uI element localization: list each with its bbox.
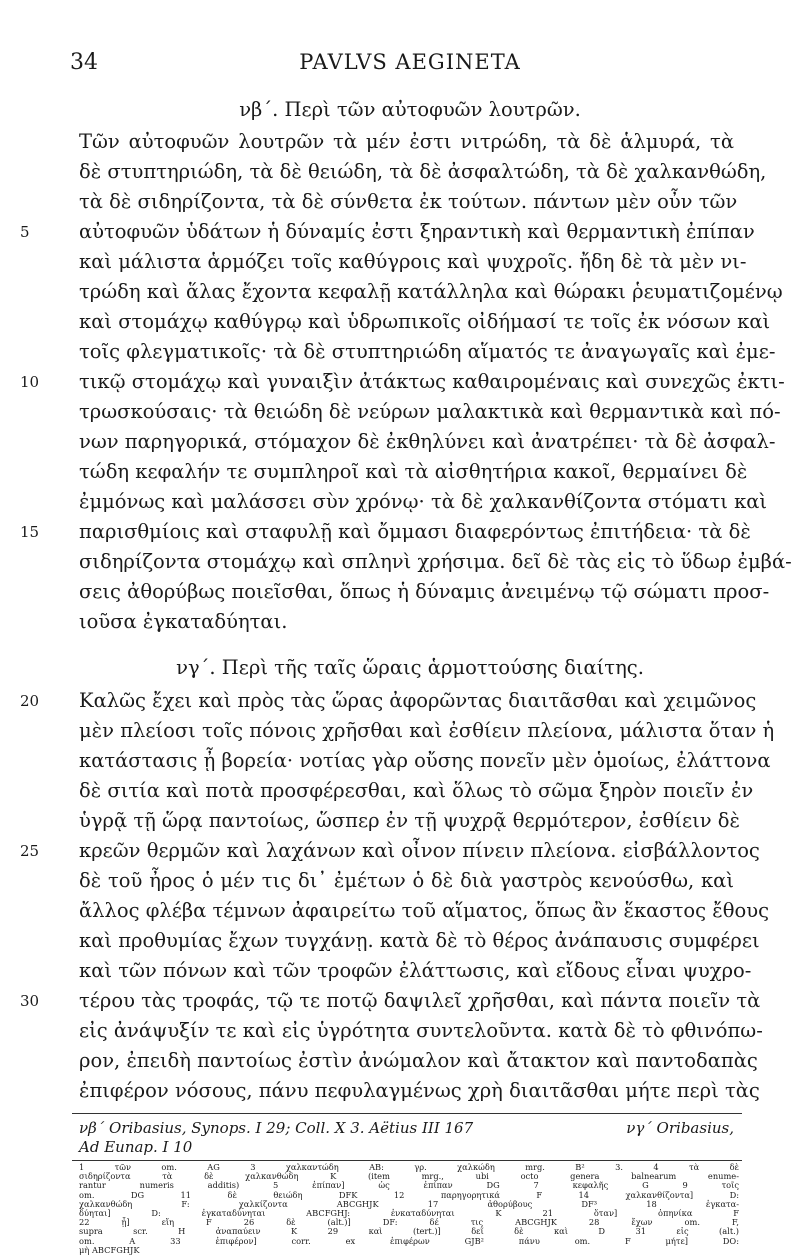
page-number: 34 — [70, 50, 98, 75]
line-number: 25 — [20, 842, 40, 860]
section-title-52: νβ΄. Περὶ τῶν αὐτοφυῶν λουτρῶν. — [239, 98, 581, 121]
text-line: καὶ προθυμίας ἔχων τυγχάνῃ. κατὰ δὲ τὸ θέρος ἀνάπαυσις συμφέρει — [79, 929, 760, 952]
text-line: ἐπιφέρον νόσους, πάνυ πεφυλαγμένως χρὴ διαιτᾶσθαι μήτε περὶ τὰς — [79, 1079, 760, 1102]
source-note-left: νβ΄ Oribasius, Synops. I 29; Coll. X 3. Aëtius III 167 — [79, 1119, 474, 1137]
text-line: καὶ τῶν πόνων καὶ τῶν τροφῶν ἐλάττωσις, καὶ εἴδους εἶναι ψυχρο- — [79, 959, 752, 982]
text-line: σεις ἀθορύβως ποιεῖσθαι, ὅπως ἡ δύναμις ἀνειμένῳ τῷ σώματι προσ- — [79, 580, 770, 603]
text-line: ρον, ἐπειδὴ παντοίως ἐστὶν ἀνώμαλον καὶ ἄτακτον καὶ παντοδαπὰς — [79, 1049, 758, 1072]
text-line: δὲ σιτία καὶ ποτὰ προσφέρεσθαι, καὶ ὅλως τὸ σῶμα ξηρὸν ποιεῖν ἐν — [79, 779, 754, 802]
line-number: 20 — [20, 692, 40, 710]
text-line: μὲν πλείοσι τοῖς πόνοις χρῆσθαι καὶ ἐσθίειν πλείονα, μάλιστα ὅταν ἡ — [79, 719, 775, 742]
text-line: τρωσκούσαις· τὰ θειώδη δὲ νεύρων μαλακτικὰ καὶ θερμαντικὰ καὶ πό- — [79, 400, 781, 423]
text-line: κρεῶν θερμῶν καὶ λαχάνων καὶ οἶνον πίνειν πλείονα. εἰσβάλλοντος — [79, 839, 760, 862]
source-notes — [79, 1118, 734, 1138]
apparatus-line: μὴ ABCFGHJK — [79, 1244, 140, 1255]
section-title-53: νγ΄. Περὶ τῆς ταῖς ὥραις ἁρμοττούσης διαίτης. — [176, 656, 644, 679]
text-line: νων παρηγορικά, στόμαχον δὲ ἐκθηλύνει καὶ ἀνατρέπει· τὰ δὲ ἀσφαλ- — [79, 430, 776, 453]
text-line: ἐμμόνως καὶ μαλάσσει σὺν χρόνῳ· τὰ δὲ χαλκανθίζοντα στόματι καὶ — [79, 490, 768, 513]
line-number: 5 — [20, 223, 30, 241]
apparatus-line: om. A 33 ἐπιφέρον] corr. ex ἐπιφέρων GJB² πάνυ om. F μήτε] DO: — [79, 1235, 739, 1246]
apparatus-line: δύηται] D: ἐγκαταδύνηται ABCFGHJ: ἐνκαταδύνηται K 21 ὅταν] ὁπηνίκα F — [79, 1208, 739, 1218]
text-line: ἄλλος φλέβα τέμνων ἀφαιρείτω τοῦ αἵματος, ὅπως ἂν ἕκαστος ἔθους — [79, 899, 769, 922]
apparatus-line: χαλκανθώδη F: χαλκίζοντα ABCGHJK 17 ἀθορύβους DF³ 18 ἐγκατα- — [79, 1198, 739, 1209]
text-line: ὑγρᾷ τῇ ὥρᾳ παντοίως, ὥσπερ ἐν τῇ ψυχρᾷ θερμότερον, ἐσθίειν δὲ — [79, 809, 740, 832]
text-line: δὲ τοῦ ἦρος ὁ μέν τις δι᾽ ἐμέτων ὁ δὲ διὰ γαστρὸς κενούσθω, καὶ — [79, 869, 734, 892]
page-header — [70, 50, 750, 80]
text-line: κατάστασις ᾖ βορεία· νοτίας γὰρ οὔσης πονεῖν μὲν ὁμοίως, ἐλάττονα — [79, 749, 771, 772]
line-number: 10 — [20, 373, 40, 391]
text-line: καὶ μάλιστα ἁρμόζει τοῖς καθύγροις καὶ ψυχροῖς. ἤδη δὲ τὰ μὲν νι- — [79, 250, 747, 273]
text-line: τώδη κεφαλήν τε συμπληροῖ καὶ τὰ αἰσθητήρια κακοῖ, θερμαίνει δὲ — [79, 460, 748, 483]
divider — [72, 1113, 742, 1114]
apparatus-line: 22 ᾖ] εἴη F 26 δὲ (alt.)] DF: δέ τις ABCGHJK 28 ἔχων om. F, — [79, 1217, 739, 1228]
apparatus-line: rantur numeris additis) 5 ἐπίπαν] ὡς ἐπίπαν DG 7 κεφαλῆς G 9 τοῖς — [79, 1180, 739, 1191]
divider — [72, 1160, 742, 1161]
running-title: PAVLVS AEGINETA — [299, 50, 521, 74]
text-line: τέρου τὰς τροφάς, τῷ τε ποτῷ δαψιλεῖ χρῆσθαι, καὶ πάντα ποιεῖν τὰ — [79, 989, 761, 1012]
text-line: καὶ στομάχῳ καθύγρῳ καὶ ὑδρωπικοῖς οἰδήμασί τε τοῖς ἐκ νόσων καὶ — [79, 310, 771, 333]
text-line: τὰ δὲ σιδηρίζοντα, τὰ δὲ σύνθετα ἐκ τούτων. πάντων μὲν οὖν τῶν — [79, 190, 738, 213]
text-line: τοῖς φλεγματικοῖς· τὰ δὲ στυπτηριώδη αἵματός τε ἀναγωγαῖς καὶ ἐμε- — [79, 340, 776, 363]
text-line: παρισθμίοις καὶ σταφυλῇ καὶ ὄμμασι διαφερόντως ἐπιτήδεια· τὰ δὲ — [79, 520, 751, 543]
text-line: δὲ στυπτηριώδη, τὰ δὲ θειώδη, τὰ δὲ ἀσφαλτώδη, τὰ δὲ χαλκανθώδη, — [79, 160, 767, 183]
text-line: τρώδη καὶ ἅλας ἔχοντα κεφαλῇ κατάλληλα καὶ θώρακι ῥευματιζομένῳ — [79, 280, 783, 303]
text-line: αὐτοφυῶν ὑδάτων ἡ δύναμίς ἐστι ξηραντικὴ καὶ θερμαντικὴ ἐπίπαν — [79, 220, 755, 243]
source-note-second: Ad Eunap. I 10 — [79, 1138, 193, 1156]
apparatus-line: om. DG 11 δὲ θειώδη DFK 12 παρηγορητικά F 14 χαλκανθίζοντα] D: — [79, 1189, 739, 1200]
text-line: τικῷ στομάχῳ καὶ γυναιξὶν ἀτάκτως καθαιρομέναις καὶ συνεχῶς ἐκτι- — [79, 370, 785, 393]
apparatus-line: σιδηρίζοντα τὰ δὲ χαλκανθώδη K (item mrg., ubi octo genera balnearum enume- — [79, 1171, 739, 1182]
text-line: Τῶν αὐτοφυῶν λουτρῶν τὰ μέν ἐστι νιτρώδη, τὰ δὲ ἁλμυρά, τὰ — [79, 130, 734, 153]
text-line: εἰς ἀνάψυξίν τε καὶ εἰς ὑγρότητα συντελοῦντα. κατὰ δὲ τὸ φθινόπω- — [79, 1019, 763, 1042]
text-line: Καλῶς ἔχει καὶ πρὸς τὰς ὥρας ἀφορῶντας διαιτᾶσθαι καὶ χειμῶνος — [79, 689, 757, 712]
text-line: σιδηρίζοντα στομάχῳ καὶ σπληνὶ χρήσιμα. δεῖ δὲ τὰς εἰς τὸ ὕδωρ ἐμβά- — [79, 550, 792, 573]
apparatus-line: supra scr. H ἀναπαύειν K 29 καὶ (tert.)] δεῖ δὲ καὶ D 31 εἰς (alt.) — [79, 1226, 739, 1237]
source-note-right: νγ΄ Oribasius, — [626, 1119, 734, 1137]
line-number: 30 — [20, 992, 40, 1010]
line-number: 15 — [20, 523, 40, 541]
apparatus-line: 1 τῶν om. AG 3 χαλκαντώδη AB: γρ. χαλκώδη mrg. B² 3. 4 τὰ δὲ — [79, 1162, 739, 1172]
text-line: ιοῦσα ἐγκαταδύηται. — [79, 610, 288, 633]
source-notes-continued — [79, 1137, 734, 1157]
